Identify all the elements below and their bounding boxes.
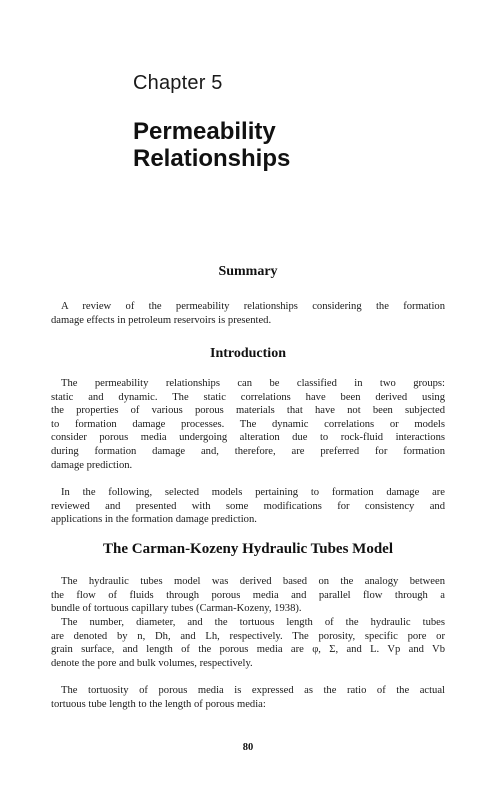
text-line: The tortuosity of porous media is expressed as the ratio of the actual (61, 685, 445, 696)
text-line: bundle of tortuous capillary tubes (Carman-Kozeny, 1938). (51, 603, 302, 615)
text-line: reviewed and presented with some modifications for consistency and (51, 500, 445, 512)
introduction-paragraph-1 (51, 377, 445, 472)
carman-kozeny-paragraph-1 (51, 575, 445, 616)
text-line: are denoted by n, Dh, and Lh, respectively. The porosity, specific pore or (51, 630, 445, 642)
text-line: static and dynamic. The static correlations have been derived using (51, 391, 445, 403)
chapter-title-line: Permeability (133, 118, 276, 145)
text-line: denote the pore and bulk volumes, respectively. (51, 657, 253, 669)
introduction-paragraph-2 (51, 486, 445, 527)
text-line: grain surface, and length of the porous media are φ, Σ, and L. Vp and Vb (51, 644, 445, 656)
text-line: damage prediction. (51, 459, 133, 471)
page-number: 80 (242, 742, 254, 753)
carman-kozeny-paragraph-2 (51, 616, 445, 670)
text-line: to formation damage processes. The dynamic correlations or models (51, 418, 445, 430)
introduction-heading: Introduction (210, 346, 286, 361)
text-line: In the following, selected models pertaining to formation damage are (61, 487, 445, 498)
text-line: the properties of various porous materials that have not been subjected (51, 405, 445, 417)
chapter-title-line: Relationships (133, 145, 291, 172)
text-line: tortuous tube length to the length of porous media: (51, 698, 266, 710)
text-line: consider porous media undergoing alteration due to rock-fluid interactions (51, 432, 445, 444)
chapter-title (133, 118, 433, 172)
text-line: The number, diameter, and the tortuous length of the hydraulic tubes (61, 617, 445, 628)
text-line: during formation damage and, therefore, are preferred for formation (51, 445, 445, 457)
text-line: The permeability relationships can be classified in two groups: (61, 378, 445, 389)
summary-paragraph (51, 300, 445, 327)
text-line: The hydraulic tubes model was derived based on the analogy between (61, 576, 445, 587)
text-line: A review of the permeability relationships considering the formation (61, 301, 445, 312)
text-line: the flow of fluids through porous media and parallel flow through a (51, 589, 445, 601)
text-line: applications in the formation damage prediction. (51, 514, 257, 526)
summary-heading: Summary (218, 264, 278, 279)
carman-kozeny-paragraph-3 (51, 684, 445, 711)
chapter-label: Chapter 5 (133, 72, 223, 94)
text-line: damage effects in petroleum reservoirs is presented. (51, 314, 272, 326)
carman-kozeny-heading: The Carman-Kozeny Hydraulic Tubes Model (102, 541, 394, 557)
